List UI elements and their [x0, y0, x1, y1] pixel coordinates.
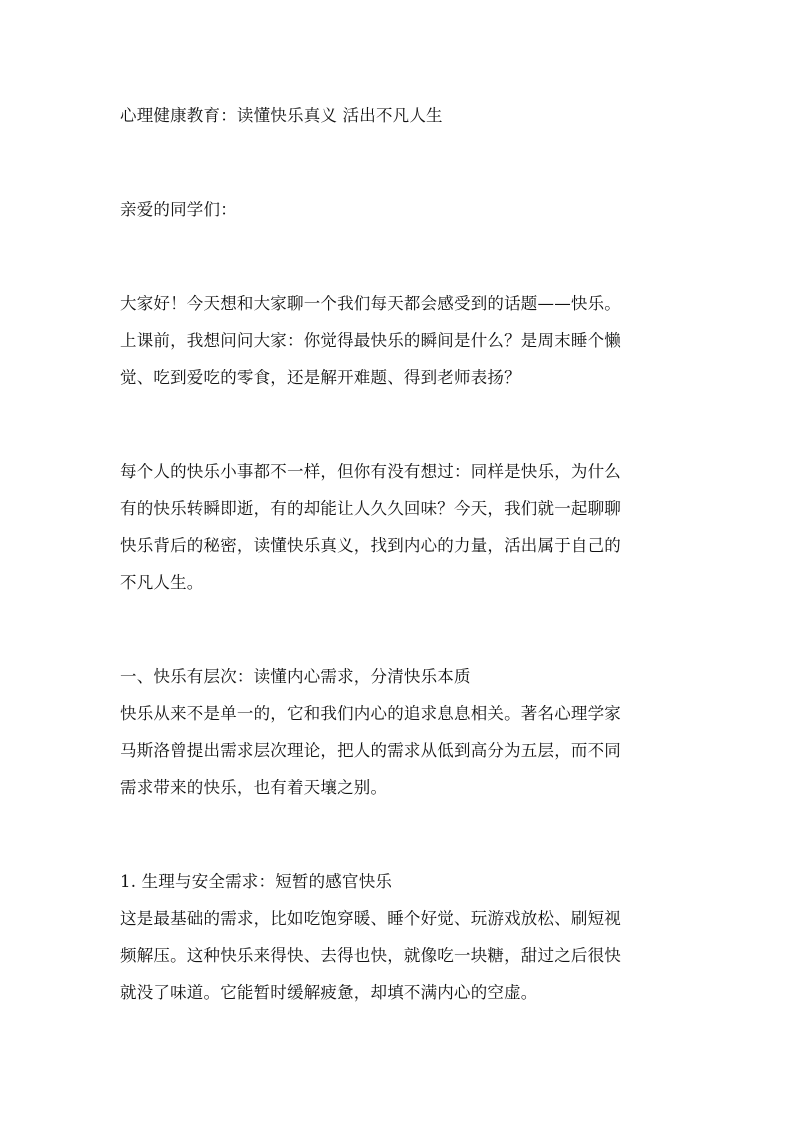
- section-one: [120, 658, 680, 806]
- text-line: 马斯洛曾提出需求层次理论，把人的需求从低到高分为五层，而不同: [120, 741, 621, 760]
- subsection-heading: 1. 生理与安全需求：短暂的感官快乐: [120, 872, 393, 891]
- text-line: 每个人的快乐小事都不一样，但你有没有想过：同样是快乐，为什么: [120, 462, 621, 481]
- text-line: 需求带来的快乐，也有着天壤之别。: [120, 778, 388, 797]
- text-line: 快乐背后的秘密，读懂快乐真义，找到内心的力量，活出属于自己的: [120, 536, 621, 555]
- text-line: 这是最基础的需求，比如吃饱穿暖、睡个好觉、玩游戏放松、刷短视: [120, 909, 621, 928]
- text-line: 就没了味道。它能暂时缓解疲惫，却填不满内心的空虚。: [120, 983, 538, 1002]
- text-line: 不凡人生。: [120, 573, 204, 592]
- text-line: 上课前，我想问问大家：你觉得最快乐的瞬间是什么？是周末睡个懒: [120, 331, 621, 350]
- second-paragraph: [120, 453, 680, 601]
- text-line: 觉、吃到爱吃的零食，还是解开难题、得到老师表扬？: [120, 368, 521, 387]
- text-line: 频解压。这种快乐来得快、去得也快，就像吃一块糖，甜过之后很快: [120, 946, 621, 965]
- intro-paragraph: [120, 285, 680, 396]
- text-line: 快乐从来不是单一的，它和我们内心的追求息息相关。著名心理学家: [120, 704, 621, 723]
- greeting: 亲爱的同学们：: [120, 200, 237, 219]
- document-body: [120, 97, 680, 1011]
- text-line: 大家好！今天想和大家聊一个我们每天都会感受到的话题——快乐。: [120, 294, 621, 313]
- section-heading: 一、快乐有层次：读懂内心需求，分清快乐本质: [120, 667, 471, 686]
- document-title: 心理健康教育：读懂快乐真义 活出不凡人生: [120, 106, 443, 125]
- text-line: 有的快乐转瞬即逝，有的却能让人久久回味？今天，我们就一起聊聊: [120, 499, 621, 518]
- subsection-one: [120, 863, 680, 1011]
